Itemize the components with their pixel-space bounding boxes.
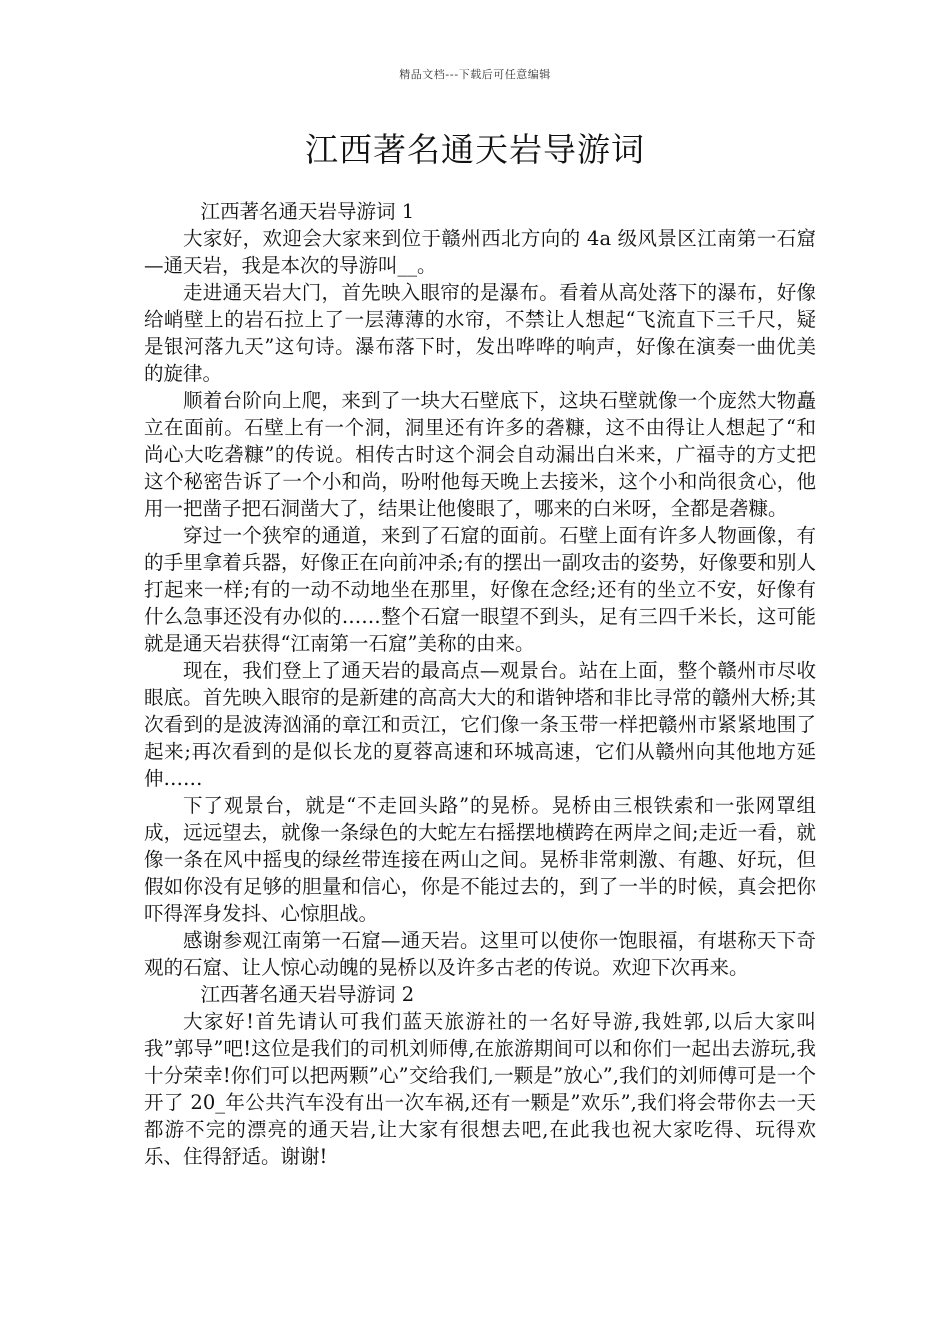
- paragraph: 走进通天岩大门，首先映入眼帘的是瀑布。看着从高处落下的瀑布，好像给峭壁上的岩石拉上了一层薄薄的水帘，不禁让人想起“飞流直下三千尺，疑是银河落九天”这句诗。瀑布落下时，发出哗哗的响声，好像在演奏一曲优美的旋律。: [144, 281, 816, 385]
- paragraph: 顺着台阶向上爬，来到了一块大石壁底下，这块石壁就像一个庞然大物矗立在面前。石壁上有一个洞，洞里还有许多的砻糠，这不由得让人想起了“和尚心大吃砻糠”的传说。相传古时这个洞会自动漏出白米来，广福寺的方丈把这个秘密告诉了一个小和尚，吩咐他每天晚上去接米，这个小和尚很贪心，他用一把凿子把石洞凿大了，结果让他傻眼了，哪来的白米呀，全都是砻糠。: [144, 389, 816, 520]
- paragraph: 感谢参观江南第一石窟—通天岩。这里可以使你一饱眼福，有堪称天下奇观的石窟、让人惊心动魄的晃桥以及许多古老的传说。欢迎下次再来。: [144, 929, 816, 979]
- paragraph: 下了观景台，就是“不走回头路”的晃桥。晃桥由三根铁索和一张网罩组成，远远望去，就像一条绿色的大蛇左右摇摆地横跨在两岸之间;走近一看，就像一条在风中摇曳的绿丝带连接在两山之间。晃桥非常刺激、有趣、好玩，但假如你没有足够的胆量和信心，你是不能过去的，到了一半的时候，真会把你吓得浑身发抖、心惊胆战。: [144, 794, 816, 925]
- section-heading-2: 江西著名通天岩导游词 2: [200, 983, 415, 1006]
- document-title: 江西著名通天岩导游词: [305, 130, 645, 169]
- page-header: 精品文档---下载后可任意编辑: [399, 68, 551, 81]
- section-heading-1: 江西著名通天岩导游词 1: [200, 200, 415, 223]
- document-body: [144, 198, 816, 1170]
- paragraph: 穿过一个狭窄的通道，来到了石窟的面前。石壁上面有许多人物画像，有的手里拿着兵器，好像正在向前冲杀;有的摆出一副攻击的姿势，好像要和别人打起来一样;有的一动不动地坐在那里，好像在念经;还有的坐立不安，好像有什么急事还没有办似的……整个石窟一眼望不到头，足有三四千米长，这可能就是通天岩获得“江南第一石窟”美称的由来。: [144, 524, 816, 655]
- paragraph: 大家好，欢迎会大家来到位于赣州西北方向的 4a 级风景区江南第一石窟—通天岩，我是本次的导游叫__。: [144, 227, 816, 277]
- paragraph: 大家好!首先请认可我们蓝天旅游社的一名好导游,我姓郭,以后大家叫我”郭导”吧!这位是我们的司机刘师傅,在旅游期间可以和你们一起出去游玩,我十分荣幸!你们可以把两颗”心”交给我们,一颗是”放心”,我们的刘师傅可是一个开了 20_年公共汽车没有出一次车祸,还有一颗是”欢乐”,我们将会带你去一天都游不完的漂亮的通天岩,让大家有很想去吧,在此我也祝大家吃得、玩得欢乐、住得舒适。谢谢!: [144, 1010, 816, 1168]
- paragraph: 现在，我们登上了通天岩的最高点—观景台。站在上面，整个赣州市尽收眼底。首先映入眼帘的是新建的高高大大的和谐钟塔和非比寻常的赣州大桥;其次看到的是波涛汹涌的章江和贡江，它们像一条玉带一样把赣州市紧紧地围了起来;再次看到的是似长龙的夏蓉高速和环城高速，它们从赣州向其他地方延伸……: [144, 659, 816, 790]
